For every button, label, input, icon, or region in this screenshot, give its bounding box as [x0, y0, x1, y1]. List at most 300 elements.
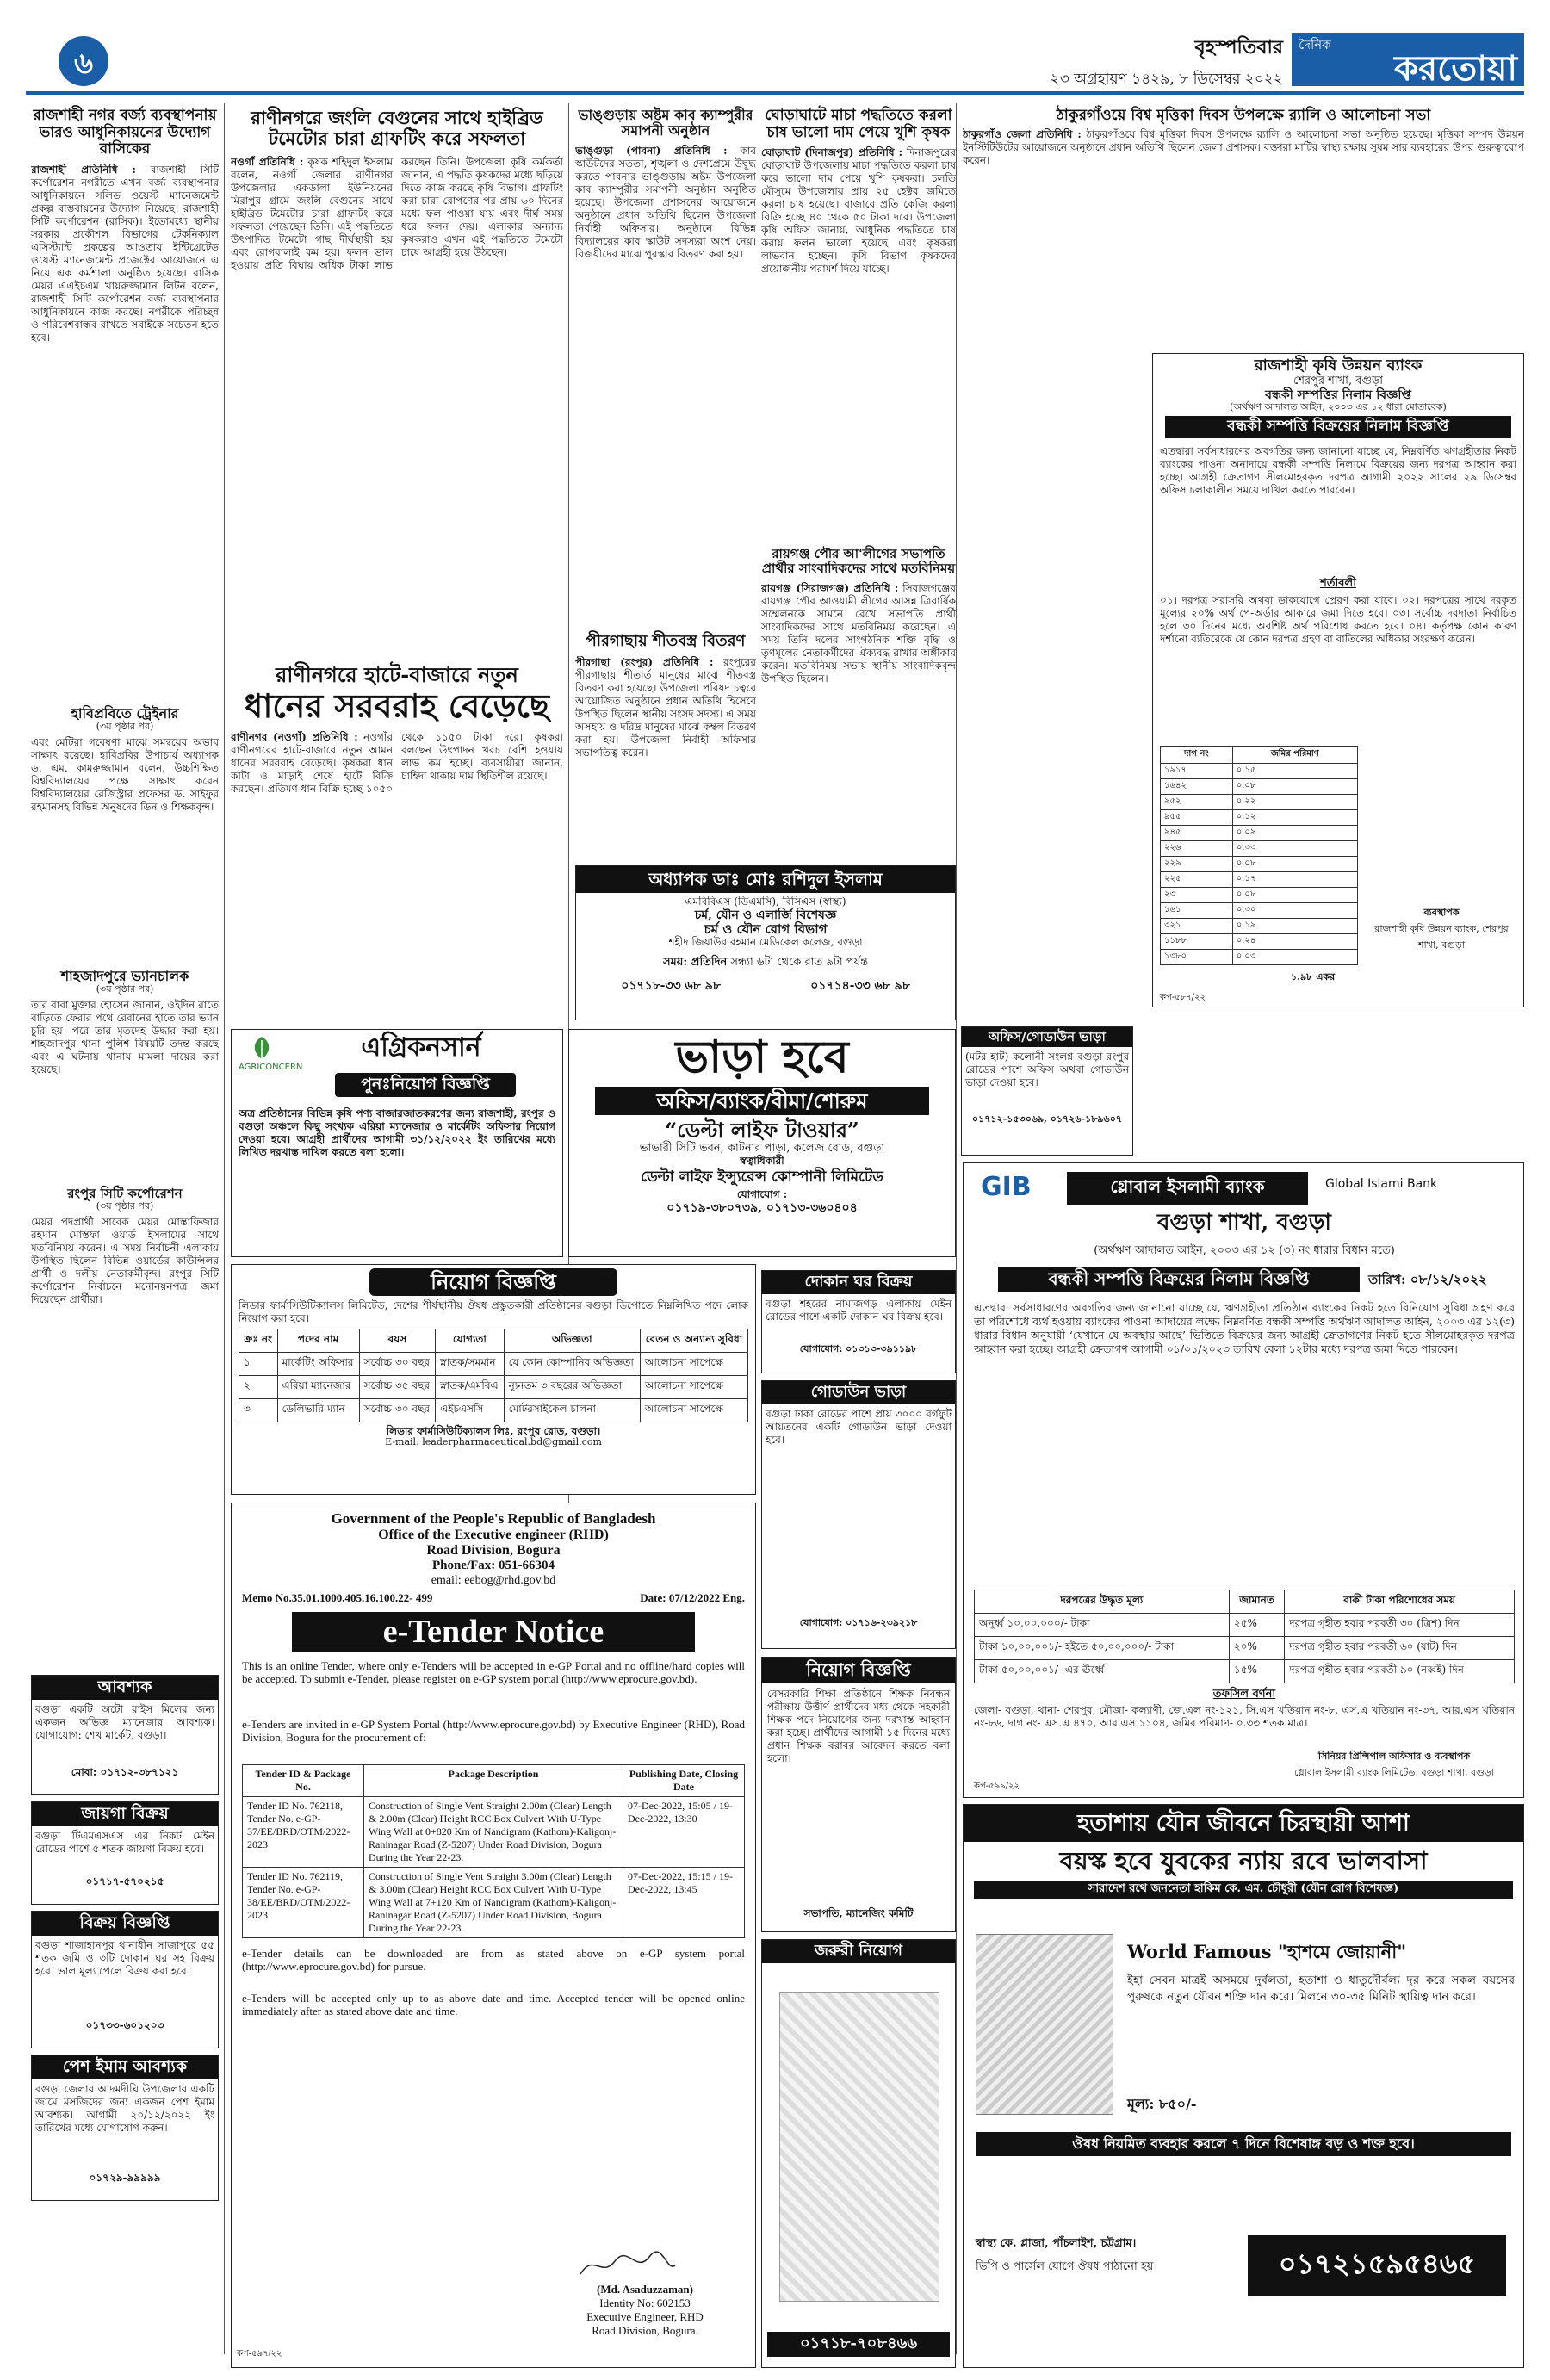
- table-cell: স্নাতক/সমমান: [436, 1352, 505, 1375]
- table-header-row: [243, 1765, 745, 1797]
- table-cell: এরিয়া ম্যানেজার: [277, 1375, 359, 1398]
- article-bhangura-cub: [575, 108, 756, 624]
- table-cell: দরপত্র গৃহীত হবার পরবর্তী ৩০ (ত্রিশ) দিন: [1285, 1614, 1515, 1637]
- table-row: [1161, 794, 1358, 809]
- notice-law: (অর্থঋণ আদালত আইন, ২০০৩ এর ১২ (৩) নং ধারার বিধান মতে): [1094, 1244, 1395, 1257]
- table-cell: সর্বোচ্চ ৩০ বছর: [359, 1398, 435, 1422]
- table-cell: ১৩৮০: [1161, 949, 1233, 964]
- doctor-degree: এমবিবিএস (ডিএমসি), বিসিএস (স্বাস্থ্য): [685, 896, 846, 908]
- page-number: ৬: [73, 46, 94, 81]
- table-row: [1161, 825, 1358, 840]
- column-header: বেতন ও অন্যান্য সুবিধা: [640, 1329, 747, 1352]
- notice-body: অত্র প্রতিষ্ঠানের বিভিন্ন কৃষি পণ্য বাজারজাতকরণের জন্য রাজশাহী, রংপুর ও বগুড়া অঞ্চলে কিছু সংখ্যক এরিয়া ম্যানেজার ও মার্কেটিং অফিসার নিয়োগ দেওয়া হবে। আগ্রহী প্রার্থীদের আগামী ৩১/১২/২০২২ ইং তারিখের মধ্যে লিখিত দরখাস্ত দাখিল করতে বলা হলো।: [239, 1107, 555, 1158]
- classified-title: আবশ্যক: [32, 1676, 218, 1700]
- headline: রাজশাহী নগর বর্জ্য ব্যবস্থাপনায় ভারও আধুনিকায়নের উদ্যোগ রাসিকের: [33, 107, 217, 158]
- gib-logo-text: GIB: [981, 1172, 1032, 1202]
- classified-title: পেশ ইমাম আবশ্যক: [32, 2055, 218, 2079]
- phone-1: ০১৭১৮-৩৩ ৬৮ ৯৮: [621, 978, 721, 993]
- article-rangpur-city: [31, 1187, 219, 1669]
- table-cell: ২০%: [1229, 1637, 1284, 1660]
- column-header: দাগ নং: [1161, 746, 1233, 763]
- body-text: কাব স্কাউটদের সততা, শৃঙ্খলা ও দেশপ্রেমে উদ্বুদ্ধ করতে পাবনার ভাঙ্গুড়ায় অষ্টম উপজেলা কাব ক্যাম্পুরীর সমাপনী অনুষ্ঠান অনুষ্ঠিত হয়েছে। উপজেলা প্রশাসনের আয়োজনে অনুষ্ঠানে প্রধান অতিথি ছিলেন উপজেলা নির্বাহী অফিসার। অনুষ্ঠানে বিভিন্ন বিদ্যালয়ের কাব স্কাউট সদস্যরা অংশ নেয়। বিজয়ীদের মাঝে পুরস্কার বিতরণ করা হয়।: [575, 144, 756, 260]
- table-cell: ৩: [239, 1398, 278, 1422]
- dateline: নওগাঁ প্রতিনিধি :: [231, 156, 304, 169]
- tender-id: Tender ID No. 762119, Tender No. e-GP-38/EE/BRD/OTM/2022-2023: [243, 1868, 364, 1938]
- ad-agriconcern: [231, 1029, 563, 1257]
- table-cell: ২: [239, 1375, 278, 1398]
- classified-body: বগুড়া জেলার আদমদীঘি উপজেলার একটি জামে মসজিদের জন্য একজন পেশ ইমাম আবশ্যক। আগামী ২০/১২/২০২২ ইং তারিখের মধ্যে যোগাযোগ করুন।: [35, 2082, 214, 2134]
- article-body: [761, 582, 956, 815]
- table-row: [1161, 763, 1358, 778]
- table-cell: সর্বোচ্চ ৩০ বছর: [359, 1352, 435, 1375]
- address-row: [976, 2235, 1234, 2277]
- land-table: [1160, 746, 1358, 965]
- leaf-icon: [249, 1035, 275, 1061]
- company-email: E-mail: leaderpharmaceutical.bd@gmail.com: [385, 1436, 602, 1448]
- land-rows: [1161, 763, 1358, 964]
- table-cell: ২২৬: [1161, 840, 1233, 856]
- ad-body: বগুড়া ঢাকা রোডের পাশে প্রায় ৩০০০ বর্গফুট আয়তনের একটি গোডাউন ভাড়া দেওয়া হবে।: [766, 1407, 952, 1446]
- table-row: [1161, 933, 1358, 949]
- body-text: সিরাজগঞ্জের রায়গঞ্জ পৌর আওয়ামী লীগের আসন্ন ত্রিবার্ষিক সম্মেলনকে সামনে রেখে সভাপতি প্রার্থী সাংবাদিকদের সাথে মতবিনিময় করেছেন। এ সময় তিনি দলের সাংগঠনিক শক্তি বৃদ্ধি ও তৃণমূলের নেতাকর্মীদের ঐক্যবদ্ধ রাখার অঙ্গীকার করেন। মতবিনিময় সভায় স্থানীয় সাংবাদিকবৃন্দ উপস্থিত ছিলেন।: [761, 581, 956, 685]
- ad-code: কপ-৫৯৯/২২: [974, 1782, 1020, 1791]
- courier-note: ভিপি ও পার্সেল যোগে ঔষধ পাঠানো হয়।: [976, 2260, 1158, 2273]
- ad-phone: ০১৭১২-১৫৩০৬৯, ০১৭২৬-১৮৯৬০৭: [971, 1113, 1122, 1125]
- classified-body: বগুড়া একটি অটো রাইস মিলের জন্য একজন অভিজ্ঞ ম্যানেজার আবশ্যক। যোগাযোগ: শেখ মার্কেট, বগুড়া।: [35, 1702, 214, 1741]
- table-row: [1161, 871, 1358, 887]
- table-cell: মোটরসাইকেল চালনা: [504, 1398, 640, 1422]
- body-text: এবং মেটিরা গবেষণা মাঝে সমন্বয়ের অভাব সাক্ষাৎ রয়েছে। হাবিপ্রবির উপাচার্য অধ্যাপক ড. এম. কামরুজ্জামান বলেন, উচ্চশিক্ষিত বিশ্ববিদ্যালয়ের পক্ষে সাক্ষাৎ করেন বিশ্ববিদ্যালয়ের রেজিস্ট্রার প্রফেসর ড. সাইফুর রহমানসহ বিভিন্ন অনুষদের ডিন ও শিক্ষকবৃন্দ।: [31, 736, 219, 814]
- ad-doctor-rashidul: [575, 865, 956, 1020]
- table-cell: যে কোন কোম্পানির অভিজ্ঞতা: [504, 1352, 640, 1375]
- company-name: ডেল্টা লাইফ ইন্স্যুরেন্স কোম্পানী লিমিটেড: [641, 1168, 884, 1186]
- table-cell: টাকা ৫০,০০,০০১/- এর ঊর্ধ্বে: [975, 1660, 1230, 1683]
- column-header: ক্রঃ নং: [239, 1329, 278, 1352]
- classified-phone: ০১৭৩৩-৬০১২০৩: [85, 2018, 164, 2031]
- table-cell: ২২৫: [1161, 871, 1233, 887]
- table-header-row: [239, 1329, 748, 1352]
- table-header-row: [975, 1590, 1515, 1614]
- tender-intro-2: e-Tenders are invited in e-GP System Portal (http://www.eprocure.gov.bd) by Executive Engineer (RHD), Road Division, Bogura for the procurement of:: [242, 1718, 745, 1745]
- price: মূল্য: ৮৫০/-: [1127, 2096, 1197, 2112]
- table-cell: স্নাতক/এমবিএ: [436, 1375, 505, 1398]
- column-header: বয়স: [359, 1329, 435, 1352]
- land-total: ১.৯৮ একর: [1291, 971, 1336, 982]
- table-cell: ১৬৪২: [1161, 778, 1233, 794]
- job-table: [239, 1329, 748, 1422]
- page-number-badge: [59, 36, 108, 86]
- gov-title: Government of the People's Republic of Bangladesh: [331, 1510, 656, 1527]
- brand-line: World Famous "হাশমে জোয়ানী": [1127, 1941, 1407, 1962]
- classified-land-sale: [31, 1801, 219, 1905]
- table-cell: ০.০৮: [1232, 887, 1357, 902]
- package-description: Construction of Single Vent Straight 3.00m (Clear) Length & 3.00m (Clear) Height RCC Box Culvert With U-Type Wing Wall at 7+120 Km of Nandigram (Kathom)-Kaligonj-Raninagar Road (Z-5207) Under Road Division, Bogura During the Year 22-23.: [364, 1868, 623, 1938]
- classified-sale-notice: [31, 1911, 219, 2048]
- article-body: [231, 156, 563, 638]
- product-image: [779, 1992, 939, 2302]
- schedule-title: তফসিল বর্ণনা: [1212, 1688, 1276, 1701]
- date-text: ২৩ অগ্রহায়ণ ১৪২৯, ৮ ডিসেম্বর ২০২২: [1050, 71, 1283, 88]
- table-cell: এইচএসসি: [436, 1398, 505, 1422]
- table-cell: ডেলিভারি ম্যান: [277, 1398, 359, 1422]
- table-cell: ৯৪৫: [1161, 825, 1233, 840]
- visit-time: [663, 954, 868, 972]
- table-cell: অনূর্ধ্ব ১০,০০,০০০/- টাকা: [975, 1614, 1230, 1637]
- tender-dates: 07-Dec-2022, 15:05 / 19-Dec-2022, 13:30: [623, 1797, 745, 1868]
- article-shahjadpur: [31, 969, 219, 1184]
- ad-phone: যোগাযোগ: ০১৭১৬-২৩৯২১৮: [799, 1616, 918, 1628]
- column-divider: [224, 103, 225, 2354]
- classified-body: বগুড়া শাজাহানপুর থানাধীন সাজাপুরে ৫৫ শতক জমি ও ৩টি দোকান ঘর সহ বিক্রয় হবে। ভাল মূল্য পেলে বিক্রয় করা হবে।: [35, 1938, 214, 1977]
- table-cell: ১৫%: [1229, 1660, 1284, 1683]
- signer-id: Identity No: 602153: [599, 2296, 691, 2309]
- ad-krishi-bank-auction: [1152, 353, 1524, 1007]
- table-cell: মার্কেটিং অফিসার: [277, 1352, 359, 1375]
- ad-body: বগুড়া শহরের নামাজগড় এলাকায় মেইন রোডের পাশে একটি দোকান ঘর বিক্রয় হবে।: [766, 1297, 952, 1323]
- dateline: ঘোড়াঘাট (দিনাজপুর) প্রতিনিধি :: [761, 146, 903, 159]
- table-cell: ০.১৭: [1232, 871, 1357, 887]
- continued-note: (৩য় পৃষ্ঠার পর): [96, 721, 154, 733]
- ad-shop-sale: [761, 1270, 956, 1373]
- ad-subtitle: অফিস/ব্যাংক/বীমা/শোরুম: [595, 1087, 929, 1116]
- tower-name: “ডেল্টা লাইফ টাওয়ার”: [665, 1118, 859, 1144]
- weekday: বৃহস্পতিবার: [1194, 36, 1283, 59]
- signature-block: [542, 2283, 748, 2338]
- classified-body: বগুড়া টিএমএসএস এর নিকট মেইন রোডের পাশে ৫ শতক জায়গা বিক্রয় হবে।: [35, 1829, 214, 1855]
- table-row: [1161, 778, 1358, 794]
- article-body: [761, 146, 956, 508]
- table-cell: ১: [239, 1352, 278, 1375]
- article-body: [575, 145, 756, 610]
- dateline: রাণীনগর (নওগাঁ) প্রতিনিধি :: [231, 731, 358, 744]
- division-title: Road Division, Bogura: [426, 1542, 561, 1558]
- article-thakurgaon-soil-day: [963, 108, 1524, 237]
- tender-note-2: e-Tenders will be accepted only up to as above date and time. Accepted tender will be opened online immediately after as stated above date and time.: [242, 1992, 745, 2018]
- tender-dates: 07-Dec-2022, 15:15 / 19-Dec-2022, 13:45: [623, 1868, 745, 1938]
- classified-title: জায়গা বিক্রয়: [32, 1802, 218, 1826]
- headline-line1: রাণীনগরে হাটে-বাজারে নতুন: [276, 662, 518, 687]
- ad-global-islami-bank-auction: [963, 1162, 1524, 1798]
- classified-phone: মোবা: ০১৭১২-৩৮৭১২১: [71, 1765, 179, 1778]
- notice-sign: সভাপতি, ম্যানেজিং কমিটি: [803, 1907, 914, 1919]
- company-address: লিডার ফার্মাসিউটিক্যালস লিঃ, রংপুর রোড, বগুড়া।: [386, 1424, 601, 1437]
- ad-title: ভাড়া হবে: [675, 1031, 849, 1083]
- signer-title: Executive Engineer, RHD: [586, 2310, 704, 2323]
- table-cell: আলোচনা সাপেক্ষে: [640, 1398, 747, 1422]
- table-header-row: [1161, 746, 1358, 763]
- table-cell: ০.২২: [1232, 794, 1357, 809]
- paper-logo: [1292, 33, 1524, 89]
- masthead: [26, 33, 1524, 102]
- sign-office: গ্লোবাল ইসলামী ব্যাংক লিমিটেড, বগুড়া শাখা, বগুড়া: [1294, 1767, 1494, 1778]
- dateline: রাজশাহী প্রতিনিধি :: [31, 163, 136, 176]
- table-row: [239, 1352, 748, 1375]
- article-raiganj-awami-league: [761, 547, 956, 857]
- classified-phone: ০১৭১৭-৫৭০২১৫: [85, 1875, 164, 1887]
- notice-pre: বন্ধকী সম্পত্তির নিলাম বিজ্ঞপ্তি: [1265, 387, 1411, 402]
- memo-number: Memo No.35.01.1000.405.16.100.22- 499: [242, 1590, 433, 1604]
- headline: পীরগাছায় শীতবস্ত্র বিতরণ: [586, 632, 746, 650]
- time-value: সন্ধ্যা ৬টা থেকে রাত ৯টা পর্যন্ত: [730, 955, 869, 969]
- ad-godown-rent: [761, 1380, 956, 1649]
- table-row: [243, 1868, 745, 1938]
- column-header: Tender ID & Package No.: [243, 1765, 364, 1797]
- notice-body: এতদ্বারা সর্বসাধারণের অবগতির জন্য জানানো যাচ্ছে যে, নিম্নবর্ণিত ঋণগ্রহীতার নিকট ব্যাংকের পাওনা অনাদায়ে বন্ধকী সম্পত্তি নিলামে বিক্রয়ের জন্য দরপত্র আহ্বান করা হচ্ছে। আগ্রহী ক্রেতাগণ সীলমোহরকৃত দরপত্র আগামী ২০২২ সালের ২৯ ডিসেম্বর অফিস চলাকালীন সময়ে দাখিল করতে পারবেন।: [1160, 444, 1516, 496]
- date-line: [680, 33, 1283, 92]
- phones-row: [576, 976, 955, 996]
- dateline: পীরগাছা (রংপুর) প্রতিনিধি :: [575, 655, 714, 668]
- table-cell: ২২৯: [1161, 856, 1233, 871]
- table-cell: ০.০৮: [1232, 778, 1357, 794]
- phone-2: ০১৭১৪-৩৩ ৬৮ ৯৮: [810, 978, 910, 993]
- article-ghoraghat-bitter-gourd: [761, 108, 956, 538]
- headline: রংপুর সিটি কর্পোরেশন: [67, 1186, 183, 1201]
- email: email: eebog@rhd.gov.bd: [431, 1573, 556, 1587]
- table-row: [1161, 902, 1358, 918]
- continued-note: (৩য় পৃষ্ঠার পর): [96, 1200, 154, 1212]
- ad-body: ইহা সেবন মাত্রই অসময়ে দুর্বলতা, হতাশা ও ধাতুদৌর্বল্য দূর করে সকল বয়সের পুরুষকে নতুন যৌবন শক্তি দান করে। মিলনে ৩০-৩৫ মিনিট স্থায়িত্ব দান করে।: [1127, 1974, 1515, 2004]
- deposit-table: [974, 1590, 1515, 1683]
- column-header: দরপত্রের উদ্ধৃত মূল্য: [975, 1590, 1230, 1614]
- headline: ঘোড়াঘাটে মাচা পদ্ধতিতে করলা চাষ ভালো দাম পেয়ে খুশি কৃষক: [765, 107, 952, 141]
- article-raninagar-paddy: [231, 663, 563, 1025]
- body-text: তার বাবা মুক্তার হোসেন জানান, ওইদিন রাতে বাড়িতে ফেরার পথে রেবানের হাতে তার ভ্যান চুরি হয়। পরে তার মৃতদেহ উদ্ধার করা হয়। শাহজাদপুর থানা পুলিশ বিষয়টি তদন্ত করছে এবং এ ঘটনায় থানায় মামলা দায়ের করা হয়েছে।: [31, 999, 219, 1076]
- tender-note: e-Tender details can be downloaded are from as stated above on e-GP system portal (http://www.eprocure.gov.bd) for pursue.: [242, 1947, 745, 1974]
- ad-leader-pharma-job: [231, 1264, 756, 1495]
- table-row: [1161, 949, 1358, 964]
- contact-label: যোগাযোগ :: [736, 1188, 788, 1201]
- table-cell: ১৯১৭: [1161, 763, 1233, 778]
- dateline: রায়গঞ্জ (সিরাজগঞ্জ) প্রতিনিধি :: [761, 581, 899, 594]
- package-description: Construction of Single Vent Straight 2.00m (Clear) Length & 2.00m (Clear) Height RCC Box Culvert With U-Type Wing Wall at 0+820 Km of Nandigram (Kathom)-Kaligonj-Raninagar Road (Z-5207) Under Road Division, Bogura During the Year 22-23.: [364, 1797, 623, 1868]
- body-text: দিনাজপুরের ঘোড়াঘাট উপজেলায় মাচা পদ্ধতিতে করলা চাষ করে ভালো দাম পেয়ে খুশি কৃষকরা। চলতি মৌসুমে উপজেলায় প্রায় ২৫ হেক্টর জমিতে করলা চাষ হয়েছে। বাজারে প্রতি কেজি করলা বিক্রি হচ্ছে ৪০ থেকে ৫০ টাকা দরে। উপজেলা কৃষি অফিস জানায়, আধুনিক পদ্ধতিতে চাষ করায় ফলন ভালো হয়েছে এবং কৃষকরা লাভবান হচ্ছেন। কৃষি বিভাগ কৃষকদের প্রয়োজনীয় পরামর্শ দিয়ে যাচ্ছে।: [761, 146, 956, 276]
- column-header: বাকী টাকা পরিশোধের সময়: [1285, 1590, 1515, 1614]
- table-cell: ০.৩০: [1232, 902, 1357, 918]
- headline: ভাঙ্গুড়ায় অষ্টম কাব ক্যাম্পুরীর সমাপনী অনুষ্ঠান: [578, 107, 753, 139]
- contact-phone: ০১৭১৯-৩৮০৭৩৯, ০১৭১৩-৩৬০৪০৪: [666, 1201, 858, 1216]
- table-cell: আলোচনা সাপেক্ষে: [640, 1375, 747, 1398]
- ad-phone: যোগাযোগ: ০১৩১৩-৩৯১১৯৮: [799, 1342, 918, 1354]
- table-cell: দরপত্র গৃহীত হবার পরবর্তী ৬০ (ষাট) দিন: [1285, 1637, 1515, 1660]
- ad-code: কপ-৫৯৭/২২: [237, 2349, 282, 2358]
- sign-office: রাজশাহী কৃষি উন্নয়ন ব্যাংক, শেরপুর শাখা, বগুড়া: [1374, 923, 1509, 951]
- table-cell: ১১৮৮: [1161, 933, 1233, 949]
- memo-date: Date: 07/12/2022 Eng.: [640, 1590, 745, 1604]
- table-row: [1161, 809, 1358, 825]
- table-cell: ৯৫২: [1161, 794, 1233, 809]
- table-cell: টাকা ১০,০০,০০১/- হইতে ৫০,০০,০০০/- টাকা: [975, 1637, 1230, 1660]
- bank-name: রাজশাহী কৃষি উন্নয়ন ব্যাংক: [1254, 356, 1423, 375]
- masthead-rule: [26, 91, 1524, 95]
- time-label: সময়: প্রতিদিন: [662, 955, 728, 969]
- body-text: রংপুরের পীরগাছায় শীতার্ত মানুষের মাঝে শীতবস্ত্র বিতরণ করা হয়েছে। উপজেলা পরিষদ চত্বরে আয়োজিত অনুষ্ঠানে প্রধান অতিথি হিসেবে উপস্থিত ছিলেন স্থানীয় সংসদ সদস্য। এ সময় অসহায় ও দরিদ্র মানুষের মাঝে কম্বল বিতরণ করা হয়। উপজেলা নির্বাহী অফিসার সভাপতিত্ব করেন।: [575, 655, 756, 759]
- sign-title: ব্যবস্থাপক: [1423, 907, 1460, 918]
- contact-phone: ০১৭২১৫৯৫৪৬৫: [1248, 2235, 1506, 2296]
- article-rajshahi-waste: [31, 108, 219, 702]
- office-title: Office of the Executive engineer (RHD): [378, 1527, 609, 1542]
- body-text: ঠাকুরগাঁওয়ে বিশ্ব মৃত্তিকা দিবস উপলক্ষে র‌্যালি ও আলোচনা সভা অনুষ্ঠিত হয়েছে। মৃত্তিকা সম্পদ উন্নয়ন ইনস্টিটিউটের আয়োজনে অনুষ্ঠানে প্রধান অতিথি ছিলেন জেলা প্রশাসক। বক্তারা মাটির স্বাস্থ্য রক্ষায় সুষম সার ব্যবহারের উপর গুরুত্বারোপ করেন।: [963, 127, 1524, 166]
- headline: হাবিপ্রবিতে ট্রেইনার: [71, 705, 179, 722]
- table-cell: ০.০৩: [1232, 949, 1357, 964]
- continued-note: (৩য় পৃষ্ঠার পর): [96, 983, 154, 995]
- dateline: ঠাকুরগাঁও জেলা প্রতিনিধি :: [963, 127, 1082, 140]
- bank-name-en: Global Islami Bank: [1325, 1177, 1438, 1191]
- notice-subtitle: পুনঃনিয়োগ বিজ্ঞপ্তি: [335, 1073, 516, 1097]
- owner-label: স্বত্বাধিকারী: [740, 1154, 784, 1167]
- ad-urgent-job: [761, 1939, 956, 2368]
- headline: রাণীনগরে জংলি বেগুনের সাথে হাইব্রিড টমেটোর চারা গ্রাফটিং করে সফলতা: [251, 107, 543, 150]
- table-row: [1161, 840, 1358, 856]
- gib-logo: [981, 1172, 1041, 1206]
- signature-image: [576, 2248, 679, 2283]
- paper-prefix: দৈনিক: [1299, 37, 1331, 53]
- headline-line2: ধানের সরবরাহ বেড়েছে: [245, 685, 549, 725]
- ad-herbal-medicine: [963, 1804, 1524, 2368]
- ad-body: (মটর হাট) কলোনী সংলগ্ন বগুড়া-রংপুর রোডের পাশে অফিস অথবা গোডাউন ভাড়া দেওয়া হবে।: [965, 1051, 1129, 1089]
- notice-body: এতদ্বারা সর্বসাধারণের অবগতির জন্য জানানো যাচ্ছে যে, ঋণগ্রহীতা প্রতিষ্ঠান ব্যাংকের নিকট হতে বিনিয়োগ সুবিধা গ্রহণ করে তা পরিশোধে ব্যর্থ হওয়ায় ব্যাংকের পাওনা আদায়ের লক্ষ্যে নিম্নবর্ণিত বন্ধকী সম্পত্তি অর্থঋণ আদালত আইন, ২০০৩ এর ১২(৩) ধারার বিধান অনুযায়ী ‘যেখানে যে অবস্থায় আছে’ ভিত্তিতে বিক্রয়ের জন্য আগ্রহী ক্রেতাগণের নিকট হতে সীলমোহরকৃত দরপত্র আহ্বান করা হচ্ছে। আগ্রহী ক্রেতাগণ আগামী ০১/০১/২০২৩ তারিখ বেলা ১২টার মধ্যে দরপত্র জমা দিতে পারবেন।: [974, 1301, 1515, 1355]
- ad-title: দোকান ঘর বিক্রয়: [762, 1271, 955, 1294]
- schedule-body: জেলা- বগুড়া, থানা- শেরপুর, মৌজা- কল্যাণী, জে.এল নং-১২১, সি.এস খতিয়ান নং-৮, এস.এ খতিয়ান নং-৩৭, আর.এস খতিয়ান নং-৮৬, দাগ নং- এস.এ ৪৭০, আর.এস ১১০৪, জমির পরিমাণ- ০.৩৩ শতক মাত্র।: [974, 1704, 1515, 1729]
- ad-teacher-job: [761, 1657, 956, 1932]
- table-row: [1161, 918, 1358, 933]
- notice-title: নিয়োগ বিজ্ঞপ্তি: [369, 1268, 617, 1296]
- sign-block: [1368, 905, 1515, 954]
- bank-branch: বগুড়া শাখা, বগুড়া: [1157, 1210, 1331, 1236]
- terms-title: শর্তাবলী: [1320, 576, 1356, 590]
- article-body: [31, 164, 219, 689]
- paper-name: করতোয়া: [1394, 48, 1517, 89]
- column-header: অভিজ্ঞতা: [504, 1329, 640, 1352]
- table-cell: ২৩: [1161, 887, 1233, 902]
- headline: শাহজাদপুরে ভ্যানচালক: [60, 968, 189, 984]
- table-cell: ন্যূনতম ৩ বছরের অভিজ্ঞতা: [504, 1375, 640, 1398]
- column-header: জামানত: [1229, 1590, 1284, 1614]
- notice-date: তারিখ: ০৮/১২/২০২২: [1368, 1272, 1487, 1287]
- tender-table: [242, 1764, 745, 1938]
- article-pirgachha-blanket: [575, 633, 756, 848]
- notice-title: জরুরী নিয়োগ: [762, 1940, 955, 1963]
- classified-phone: ০১৭২৯-৯৯৯৯৯: [89, 2171, 161, 2184]
- doctor-name: সারাদেশ রথে জননেতা হাকিম কে. এম. চৌধুরী (যৌন রোগ বিশেষজ্ঞ): [974, 1881, 1513, 1899]
- table-cell: দরপত্র গৃহীত হবার পরবর্তী ৯০ (নব্বই) দিন: [1285, 1660, 1515, 1683]
- ad-subtitle: বয়স্ক হবে যুবকের ন্যায় রবে ভালবাসা: [1059, 1846, 1428, 1876]
- classified-imam-wanted: [31, 2055, 219, 2201]
- notice-title: নিয়োগ বিজ্ঞপ্তি: [762, 1658, 955, 1683]
- table-cell: ০.০৮: [1232, 856, 1357, 871]
- phone-fax: Phone/Fax: 051-66304: [431, 1559, 555, 1573]
- table-cell: আলোচনা সাপেক্ষে: [640, 1352, 747, 1375]
- contact-phone: ০১৭১৮-৭০৮৪৬৬: [767, 2332, 950, 2357]
- usage-note: ঔষধ নিয়মিত ব্যবহার করলে ৭ দিনে বিশেষাঙ্গ বড় ও শক্ত হবে।: [976, 2132, 1511, 2156]
- column-header: পদের নাম: [277, 1329, 359, 1352]
- signer-office: Road Division, Bogura.: [592, 2324, 698, 2337]
- table-row: [1161, 856, 1358, 871]
- article-raninagar-tomato: [231, 108, 563, 659]
- notice-law: (অর্থঋণ আদালত আইন, ২০০৩ এর ১২ ধারা মোতাবেক): [1230, 400, 1447, 412]
- ad-office-godown-rent: [961, 1026, 1133, 1156]
- article-body: [575, 656, 756, 820]
- table-cell: ০.১৯: [1232, 918, 1357, 933]
- table-row: [243, 1797, 745, 1868]
- ad-title: অফিস/গোডাউন ভাড়া: [962, 1027, 1132, 1047]
- memo-row: [232, 1588, 755, 1608]
- body-text: মেয়র পদপ্রার্থী সাবেক মেয়র মোস্তাফিজার রহমান মোস্তফা ওয়ার্ড ইসলামের সাথে মতবিনিময় করেন। এ সময় নির্বাচনী এলাকায় উপস্থিত ছিলেন বিভিন্ন ওয়ার্ডের কাউন্সিলর প্রার্থী ও দলীয় নেতাকর্মীবৃন্দ। রংপুর সিটি কর্পোরেশন নির্বাচনে মনোনয়নপত্র জমা দিয়েছেন প্রার্থীরা।: [31, 1215, 219, 1305]
- table-row: [239, 1398, 748, 1422]
- tender-title: e-Tender Notice: [292, 1612, 695, 1653]
- table-row: [975, 1660, 1515, 1683]
- product-photo: [976, 1934, 1113, 2115]
- hospital: শহীদ জিয়াউর রহমান মেডিকেল কলেজ, বগুড়া: [668, 936, 863, 949]
- ad-title: হতাশায় যৌন জীবনে চিরস্থায়ী আশা: [964, 1805, 1523, 1842]
- time-phone-row: [576, 954, 955, 972]
- notice-body: বেসরকারি শিক্ষা প্রতিষ্ঠানে শিক্ষক নিবন্ধন পরীক্ষায় উত্তীর্ণ প্রার্থীদের মধ্য থেকে সহকারী শিক্ষক পদে নিয়োগের জন্য দরখাস্ত আহ্বান করা হচ্ছে। প্রার্থীদের আগামী ১৫ দিনের মধ্যে প্রধান শিক্ষক বরাবর আবেদন করতে বলা হলো।: [767, 1688, 950, 1764]
- table-cell: ১৬১: [1161, 902, 1233, 918]
- signer-name: (Md. Asaduzzaman): [597, 2283, 693, 2296]
- body-text: নওগাঁর রাণীনগরের হাটে-বাজারে নতুন আমন ধানের সরবরাহ বেড়েছে। কৃষকরা ধান কাটা ও মাড়াই শেষে হাটে বিক্রি করছেন। প্রতিমণ ধান বিক্রি হচ্ছে ১০৫০ থেকে ১১৫০ টাকা দরে। কৃষকরা বলছেন উৎপাদন খরচ বেশি হওয়ায় লাভ কম হচ্ছে। ব্যবসায়ীরা জানান, চাহিদা থাকায় দাম স্থিতিশীল রয়েছে।: [231, 731, 563, 796]
- doctor-name: অধ্যাপক ডাঃ মোঃ রশিদুল ইসলাম: [576, 866, 955, 893]
- dateline: ভাঙ্গুড়া (পাবনা) প্রতিনিধি :: [575, 144, 728, 157]
- body-text: রাজশাহী সিটি কর্পোরেশন নগরীতে এখন বর্জ্য ব্যবস্থাপনার আধুনিকায়নে সলিড ওয়েস্ট ম্যানেজমেন্ট প্রকল্প বাস্তবায়নের উদ্যোগ নিয়েছে। রাজশাহী সিটি কর্পোরেশন (রাসিক)। ইতোমধ্যে স্থানীয় সরকার প্রকৌশল বিভাগের টেকনিক্যাল এসিস্ট্যান্ট প্রকল্পের আওতায় ইন্টিগ্রেটেড ওয়েস্ট ম্যানেজমেন্ট প্রজেক্টের আয়োজনে এ নিয়ে এক কর্মশালা অনুষ্ঠিত হয়েছে। রাসিক মেয়র এএইচএম খায়রুজ্জামান লিটন বলেন, রাজশাহী সিটি কর্পোরেশন বর্জ্য ব্যবস্থাপনার আধুনিকায়নে কাজ করছে। নগরীকে পরিচ্ছন্ন ও পরিবেশবান্ধব রাখতে সবাইকে সচেতন হতে হবে।: [31, 163, 219, 344]
- article-habipbrobi: [31, 706, 219, 964]
- e-tender-notice: [231, 1503, 756, 2368]
- bank-name-bn: গ্লোবাল ইসলামী ব্যাংক: [1067, 1172, 1308, 1205]
- brand-logo-text: AGRICONCERN: [239, 1063, 303, 1072]
- doctor-specialty: চর্ম, যৌন ও এলার্জি বিশেষজ্ঞ: [694, 908, 837, 922]
- table-cell: ০.৩৩: [1232, 840, 1357, 856]
- address: স্বাস্থ্য কে. প্লাজা, পাঁচলাইশ, চট্টগ্রাম।: [976, 2237, 1137, 2250]
- column-header: Package Description: [364, 1765, 623, 1797]
- column-header: জমির পরিমাণ: [1232, 746, 1357, 763]
- column-header: যোগ্যতা: [436, 1329, 505, 1352]
- sign-title: সিনিয়র প্রিন্সিপাল অফিসার ও ব্যবস্থাপক: [1318, 1751, 1471, 1762]
- classified-abosshok: [31, 1675, 219, 1795]
- headline: রায়গঞ্জ পৌর আ'লীগের সভাপতি প্রার্থীর সাংবাদিকদের সাথে মতবিনিময়: [761, 546, 956, 577]
- table-row: [975, 1637, 1515, 1660]
- table-row: [1161, 887, 1358, 902]
- article-body: [231, 731, 563, 989]
- table-cell: ০.২৪: [1232, 933, 1357, 949]
- classified-title: বিক্রয় বিজ্ঞপ্তি: [32, 1912, 218, 1936]
- table-cell: ৩২১: [1161, 918, 1233, 933]
- body-text: কৃষক শহিদুল ইসলাম বলেন, নওগাঁ জেলার রাণীনগর উপজেলার একডালা ইউনিয়নের মিরাপুর গ্রামে জংলি বেগুনের সাথে হাইব্রিড টমেটোর চারা গ্রাফটিং করে সফলতা পেয়েছেন তিনি। এই পদ্ধতিতে উৎপাদিত টমেটো গাছ দীর্ঘস্থায়ী হয় এবং রোগবালাই কম হয়। ফলন ভাল হওয়ায় প্রতি বিঘায় অধিক টাকা লাভ করছেন তিনি। উপজেলা কৃষি কর্মকর্তা জানান, এ পদ্ধতি কৃষকদের মধ্যে ছড়িয়ে দিতে কাজ করছে কৃষি বিভাগ। গ্রাফটিং করা চারা রোপণের পর প্রায় ৬০ দিনের মধ্যে ফল পাওয়া যায় এবং দীর্ঘ সময় ধরে ফলন দেয়। এলাকার অন্যান্য কৃষকরাও এখন এই পদ্ধতিতে টমেটো চাষে আগ্রহী হয়ে উঠছেন।: [231, 156, 563, 272]
- tender-intro: This is an online Tender, where only e-Tenders will be accepted in e-GP Portal and no offline/hard copies will be accepted. To submit e-Tender, please register on e-GP system portal (http://www.eprocure.gov.bd).: [242, 1659, 745, 1686]
- tender-id: Tender ID No. 762118, Tender No. e-GP-37/EE/BRD/OTM/2022-2023: [243, 1797, 364, 1868]
- ad-title: গোডাউন ভাড়া: [762, 1381, 955, 1404]
- table-cell: ০.১২: [1232, 809, 1357, 825]
- notice-intro: লিডার ফার্মাসিউটিক্যালস লিমিটেড, দেশের শীর্ষস্থানীয় ঔষধ প্রস্তুতকারী প্রতিষ্ঠানের বগুড়া ডিপোতে নিম্নলিখিত পদে লোক নিয়োগ করা হবে।: [239, 1298, 748, 1324]
- department: চর্ম ও যৌন রোগ বিভাগ: [704, 920, 828, 937]
- table-cell: সর্বোচ্চ ৩৫ বছর: [359, 1375, 435, 1398]
- article-body: [963, 128, 1524, 223]
- company-name: এগ্রিকনসার্ন: [361, 1032, 481, 1063]
- column-header: Publishing Date, Closing Date: [623, 1765, 745, 1797]
- table-cell: ২৫%: [1229, 1614, 1284, 1637]
- notice-title: বন্ধকী সম্পত্তি বিক্রয়ের নিলাম বিজ্ঞপ্তি: [998, 1267, 1360, 1292]
- column-divider: [956, 103, 957, 2354]
- ad-code: কপ-৫৮৭/২২: [1160, 993, 1206, 1002]
- table-row: [239, 1375, 748, 1398]
- table-cell: ৯৫৫: [1161, 809, 1233, 825]
- table-cell: ০.১৫: [1232, 763, 1357, 778]
- sign-block: [1274, 1749, 1515, 1782]
- bank-branch: শেরপুর শাখা, বগুড়া: [1293, 374, 1384, 387]
- tower-address: ভাভারী সিটি ভবন, কাটনার পাড়া, কলেজ রোড, বগুড়া: [639, 1141, 885, 1155]
- table-row: [975, 1614, 1515, 1637]
- terms-body: ০১। দরপত্র সরাসরি অথবা ডাকযোগে প্রেরণ করা যাবে। ০২। দরপত্রের সাথে দরকৃত মূল্যের ২০% অর্থ পে-অর্ডার আকারে জমা দিতে হবে। ০৩। সর্বোচ্চ দরদাতা নির্বাচিত হলে ৩০ দিনের মধ্যে অবশিষ্ট অর্থ পরিশোধ করতে হবে। ০৪। কর্তৃপক্ষ কোন কারণ দর্শানো ব্যতিরেকে যে কোন দরপত্র গ্রহণ বা বাতিলের অধিকার সংরক্ষণ করেন।: [1160, 593, 1516, 645]
- headline: ঠাকুরগাঁওয়ে বিশ্ব মৃত্তিকা দিবস উপলক্ষে র‌্যালি ও আলোচনা সভা: [1056, 107, 1431, 124]
- ad-rent-delta-tower: [568, 1029, 956, 1257]
- table-cell: ০.০৯: [1232, 825, 1357, 840]
